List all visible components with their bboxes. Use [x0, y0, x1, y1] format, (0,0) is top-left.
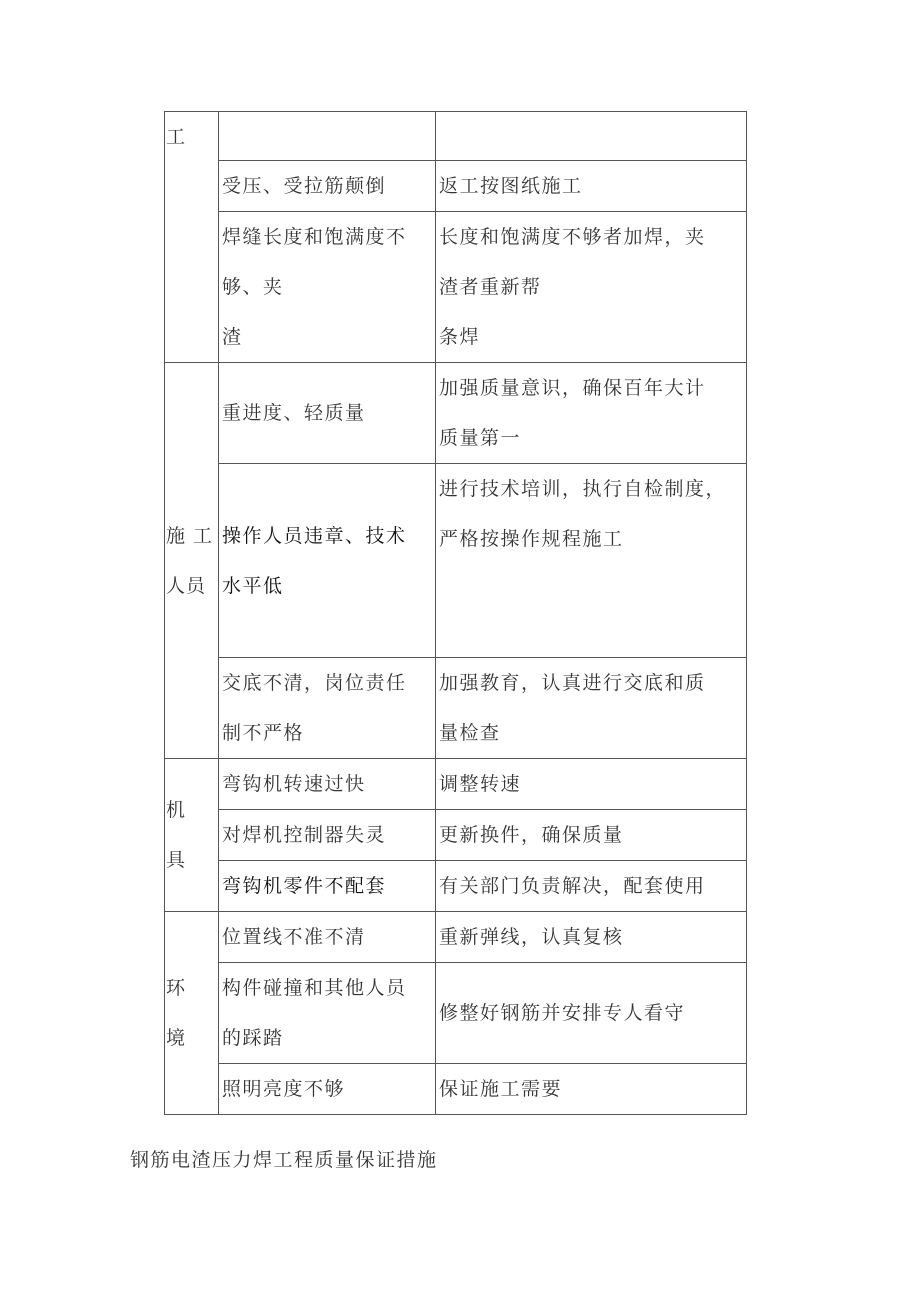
measure-cell: 修整好钢筋并安排专人看守: [436, 963, 747, 1064]
cause-cell: [219, 112, 436, 161]
category-cell: 环 境: [165, 912, 219, 1115]
table-row: [165, 861, 747, 912]
cause-cell: 焊缝长度和饱满度不 够、夹 渣: [219, 212, 436, 363]
measure-cell: [436, 112, 747, 161]
cause-cell: 弯钩机转速过快: [219, 759, 436, 810]
table-row: [165, 912, 747, 963]
cause-cell: 构件碰撞和其他人员 的踩踏: [219, 963, 436, 1064]
category-cell: 施 工 人员: [165, 363, 219, 759]
table-row: [165, 464, 747, 658]
cause-cell: 对焊机控制器失灵: [219, 810, 436, 861]
cause-cell: 位置线不准不清: [219, 912, 436, 963]
measure-cell: 调整转速: [436, 759, 747, 810]
table-row: [165, 963, 747, 1064]
table-row: [165, 810, 747, 861]
category-cell: 工: [165, 112, 219, 363]
table-row: [165, 112, 747, 161]
table-row: [165, 658, 747, 759]
table-row: [165, 1064, 747, 1115]
table-row: [165, 161, 747, 212]
measure-cell: 加强质量意识，确保百年大计 质量第一: [436, 363, 747, 464]
cause-cell: 交底不清，岗位责任 制不严格: [219, 658, 436, 759]
measure-cell: 返工按图纸施工: [436, 161, 747, 212]
cause-cell: 照明亮度不够: [219, 1064, 436, 1115]
measure-cell: 更新换件，确保质量: [436, 810, 747, 861]
table-row: [165, 759, 747, 810]
measure-cell: 加强教育，认真进行交底和质 量检查: [436, 658, 747, 759]
measure-cell: 进行技术培训，执行自检制度， 严格按操作规程施工: [436, 464, 747, 658]
measure-cell: 有关部门负责解决，配套使用: [436, 861, 747, 912]
table-row: [165, 363, 747, 464]
category-cell: 机 具: [165, 759, 219, 912]
cause-cell: 弯钩机零件不配套: [219, 861, 436, 912]
cause-cell: 操作人员违章、技术 水平低: [219, 464, 436, 658]
measure-cell: 保证施工需要: [436, 1064, 747, 1115]
table-row: [165, 212, 747, 363]
section-heading: 钢筋电渣压力焊工程质量保证措施: [130, 1149, 438, 1171]
measure-cell: 重新弹线，认真复核: [436, 912, 747, 963]
measure-cell: 长度和饱满度不够者加焊，夹 渣者重新帮 条焊: [436, 212, 747, 363]
cause-cell: 重进度、轻质量: [219, 363, 436, 464]
cause-cell: 受压、受拉筋颠倒: [219, 161, 436, 212]
quality-measures-table: [164, 111, 747, 1115]
